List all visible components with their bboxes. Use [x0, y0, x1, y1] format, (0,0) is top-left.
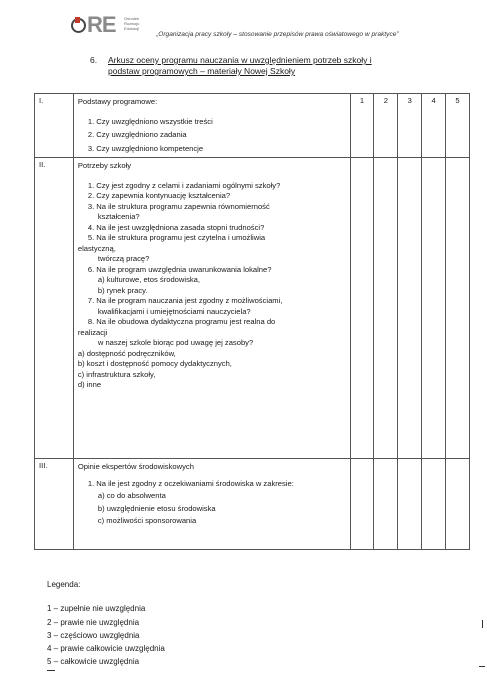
score-column-header: 2: [374, 94, 398, 158]
score-column-header: 4: [422, 94, 446, 158]
section-number: II.: [35, 158, 74, 459]
score-cell[interactable]: [422, 158, 446, 459]
page-header: [70, 14, 470, 44]
list-item: elastyczną,: [77, 243, 116, 253]
legend-item: 2 – prawie nie uwzględnia: [47, 617, 140, 627]
list-item: twórczą pracę?: [97, 254, 150, 263]
page-mark: [47, 670, 55, 671]
legend-item: 1 – zupełnie nie uwzględnia: [47, 604, 146, 614]
header-caption: „Organizacja pracy szkoły – stosowanie przepisów prawa oświatowego w praktyce”: [156, 31, 399, 38]
page-mark: [482, 620, 483, 628]
section-content: [73, 94, 350, 158]
ore-logo: [70, 14, 190, 44]
list-item: b) uwzględnienie etosu środowiska: [97, 503, 216, 513]
evaluation-table: [34, 93, 470, 550]
list-item: 7. Na ile program nauczania jest zgodny z możliwościami,: [87, 296, 283, 305]
list-item: a) co do absolwenta: [97, 491, 166, 500]
logo-subtitle: Ośrodek Rozwoju Edukacji: [124, 16, 140, 31]
list-item: 3. Czy uwzględniono kompetencje: [87, 143, 204, 153]
list-item: 1. Czy uwzględniono wszystkie treści: [87, 116, 213, 126]
section-heading: Opinie ekspertów środowiskowych: [77, 462, 194, 471]
legend-item: 5 – całkowicie uwzględnia: [47, 657, 140, 667]
list-item: w naszej szkole biorąc pod uwagę jej zasoby?: [97, 338, 254, 347]
section-heading: Potrzeby szkoły: [77, 161, 132, 170]
score-cell[interactable]: [398, 459, 422, 550]
title-number: 6.: [90, 55, 98, 65]
score-cell[interactable]: [350, 459, 374, 550]
document-title: [90, 55, 450, 77]
legend-item: 3 – częściowo uwzględnia: [47, 630, 140, 640]
legend: [47, 578, 165, 669]
table-row: [35, 459, 470, 550]
list-item: a) kulturowe, etos środowiska,: [97, 275, 200, 284]
logo-o-mark-icon: [71, 18, 86, 33]
list-item: c) infrastruktura szkoły,: [77, 369, 156, 379]
score-cell[interactable]: [446, 459, 470, 550]
section-number: I.: [35, 94, 74, 158]
list-item: 2. Czy zapewnia kontynuację kształcenia?: [87, 191, 231, 200]
score-cell[interactable]: [446, 158, 470, 459]
page-mark: [479, 666, 485, 667]
score-cell[interactable]: [374, 158, 398, 459]
score-column-header: 5: [446, 94, 470, 158]
score-cell[interactable]: [374, 459, 398, 550]
section-heading: Podstawy programowe:: [77, 97, 158, 106]
table-row: [35, 94, 470, 158]
list-item: a) dostępność podręczników,: [77, 348, 176, 358]
list-item: 1. Czy jest zgodny z celami i zadaniami ogólnymi szkoły?: [87, 180, 281, 190]
score-column-header: 3: [398, 94, 422, 158]
title-line-1: Arkusz oceny programu nauczania w uwzględnieniem potrzeb szkoły i: [108, 55, 372, 65]
legend-item: 4 – prawie całkowicie uwzględnia: [47, 644, 165, 654]
list-item: kształcenia?: [97, 212, 140, 221]
list-item: 5. Na ile struktura programu jest czytelna i umożliwia: [87, 233, 266, 242]
list-item: 6. Na ile program uwzględnia uwarunkowania lokalne?: [87, 264, 272, 274]
title-line-2: podstaw programowych – materiały Nowej Szkoły: [108, 66, 296, 76]
section-number: III.: [35, 459, 74, 550]
list-item: 4. Na ile jest uwzględniona zasada stopni trudności?: [87, 222, 265, 232]
list-item: d) inne: [77, 380, 102, 389]
score-cell[interactable]: [350, 158, 374, 459]
score-column-header: 1: [350, 94, 374, 158]
list-item: c) możliwości sponsorowania: [97, 516, 197, 525]
table-row: [35, 158, 470, 459]
list-item: 3. Na ile struktura programu zapewnia równomierność: [87, 201, 270, 211]
list-item: kwalifikacjami i umiejętnościami nauczyciela?: [97, 306, 251, 316]
score-cell[interactable]: [398, 158, 422, 459]
list-item: b) rynek pracy.: [97, 285, 148, 295]
list-item: 2. Czy uwzględniono zadania: [87, 130, 187, 139]
list-item: 8. Na ile obudowa dydaktyczna programu jest realna do: [87, 317, 276, 326]
list-item: b) koszt i dostępność pomocy dydaktycznych,: [77, 359, 232, 368]
list-item: realizacji: [77, 327, 108, 337]
logo-text: RE: [87, 12, 116, 37]
list-item: 1. Na ile jest zgodny z oczekiwaniami środowiska w zakresie:: [87, 478, 294, 488]
score-cell[interactable]: [422, 459, 446, 550]
legend-title: Legenda:: [47, 580, 81, 589]
section-content: [73, 158, 350, 459]
section-content: [73, 459, 350, 550]
